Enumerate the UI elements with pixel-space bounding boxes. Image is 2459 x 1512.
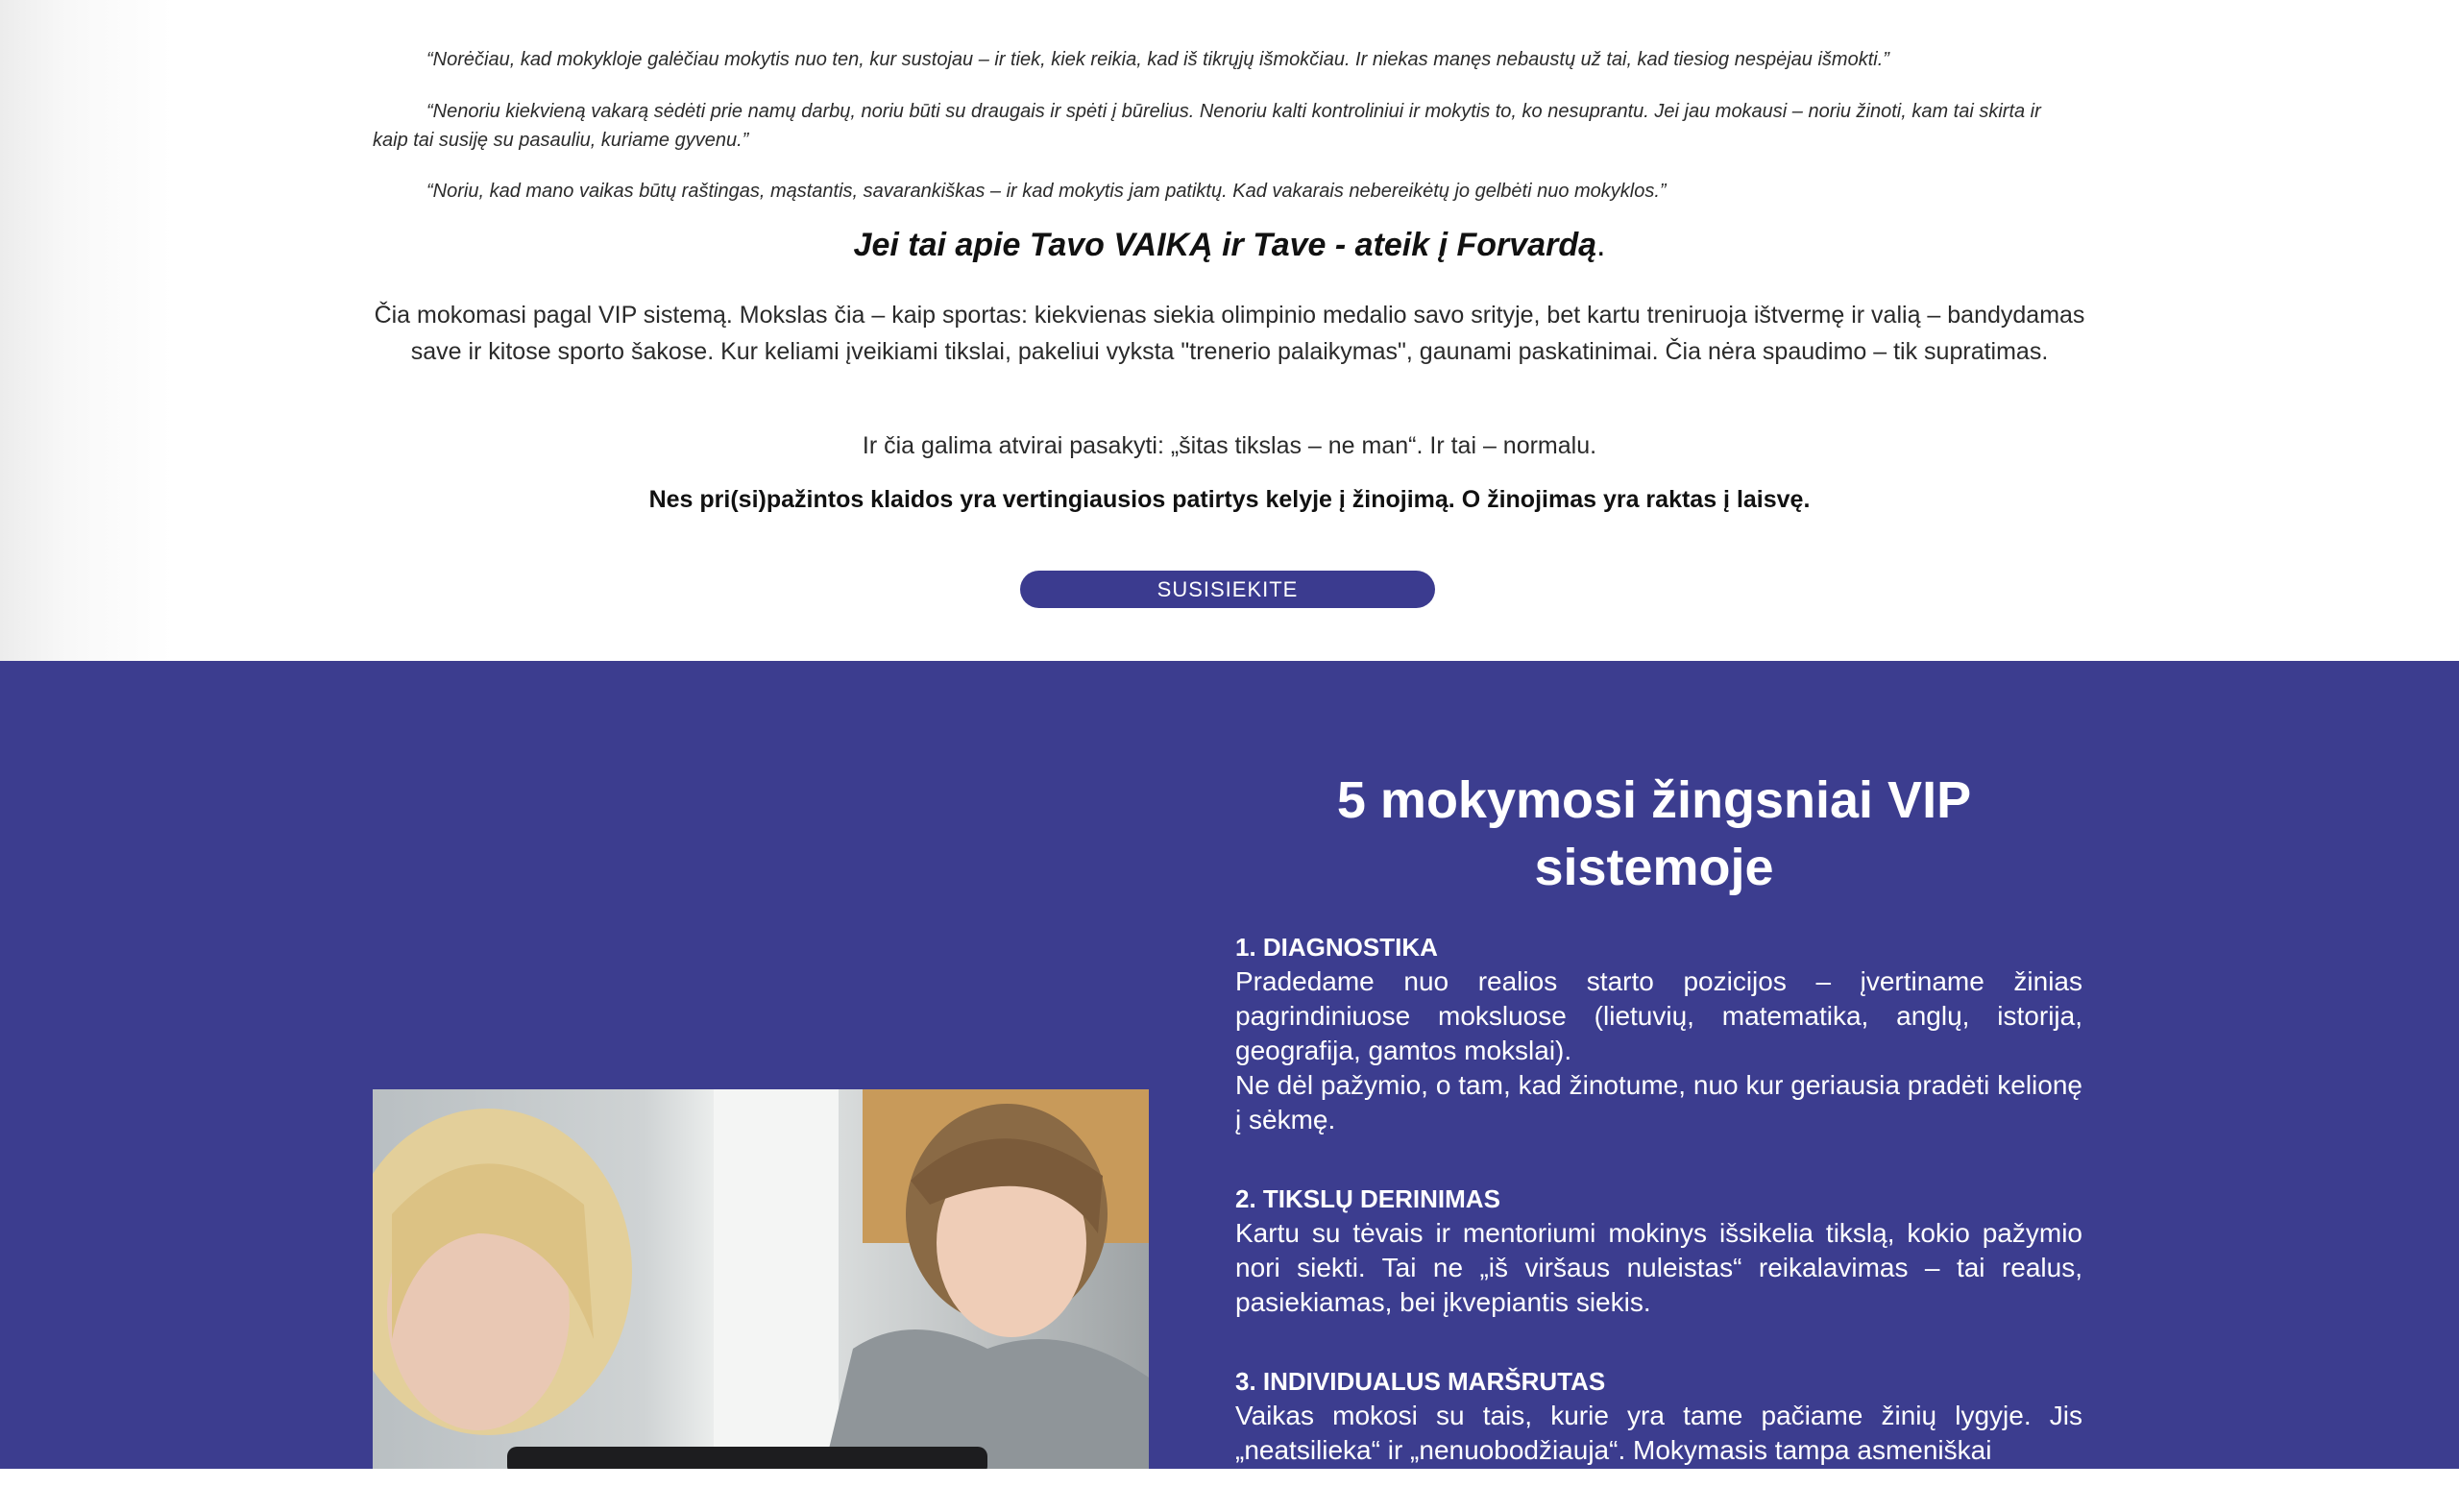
step-text: Vaikas mokosi su tais, kurie yra tame pačiame žinių lygyje. Jis „neatsilieka“ ir „nenuobodžiauja“. Mokymasis tampa asmeniškai: [1235, 1401, 2082, 1465]
step-goal-setting: [1235, 1182, 2082, 1320]
step-text: Ne dėl pažymio, o tam, kad žinotume, nuo kur geriausia pradėti kelionę į sėkmę.: [1235, 1070, 2082, 1134]
step-heading: 3. INDIVIDUALUS MARŠRUTAS: [1235, 1367, 1606, 1396]
quote-parent: “Noriu, kad mano vaikas būtų raštingas, mąstantis, savarankiškas – ir kad mokytis jam patiktų. Kad vakarais nebereikėtų jo gelbėti nuo mokyklos.”: [426, 181, 1667, 202]
key-message: Nes pri(si)pažintos klaidos yra vertingiausios patirtys kelyje į žinojimą. O žinojimas yra raktas į laisvę.: [648, 486, 1811, 513]
mother-son-laptop-photo: [373, 1089, 1149, 1469]
quote-student-1: “Norėčiau, kad mokykloje galėčiau mokytis nuo ten, kur sustojau – ir tiek, kiek reikia, kad iš tikrųjų išmokčiau. Ir niekas manęs nebaustų už tai, kad tiesiog nespėjau išmokti.”: [426, 49, 1889, 70]
normal-paragraph: Ir čia galima atvirai pasakyti: „šitas tikslas – ne man“. Ir tai – normalu.: [862, 432, 1597, 459]
step-individual-route: [1235, 1364, 2082, 1468]
contact-button[interactable]: SUSISIEKITE: [1020, 571, 1435, 608]
step-text: Kartu su tėvais ir mentoriumi mokinys išsikelia tikslą, kokio pažymio nori siekti. Tai ne „iš viršaus nuleistas“ reikalavimas – tai realus, pasiekiamas, bei įkvepiantis siekis.: [1235, 1218, 2082, 1317]
steps-title: 5 mokymosi žingsniai VIP sistemoje: [1336, 771, 1972, 896]
steps-list: [1235, 930, 2082, 1512]
step-heading: 2. TIKSLŲ DERINIMAS: [1235, 1184, 1500, 1213]
headline-text: Jei tai apie Tavo VAIKĄ ir Tave - ateik į Forvardą: [853, 227, 1596, 263]
steps-section: [0, 661, 2459, 1469]
headline-dot: .: [1596, 227, 1606, 263]
headline: [373, 227, 2086, 264]
photo-illustration: [373, 1089, 1149, 1469]
step-diagnostics: [1235, 930, 2082, 1137]
intro-section: [0, 0, 2459, 661]
vip-system-paragraph: Čia mokomasi pagal VIP sistemą. Mokslas čia – kaip sportas: kiekvienas siekia olimpinio medalio savo srityje, bet kartu treniruoja ištvermę ir valią – bandydamas save ir kitose sporto šakose. Kur keliami įveikiami tikslai, pakeliui vyksta "trenerio palaikymas", gaunami paskatinimai. Čia nėra spaudimo – tik supratimas.: [374, 302, 2085, 365]
quote-student-2: “Nenoriu kiekvieną vakarą sėdėti prie namų darbų, noriu būti su draugais ir spėti į būrelius. Nenoriu kalti kontroliniui ir mokytis to, ko nesuprantu. Jei jau mokausi – noriu žinoti, kam tai skirta ir kaip tai susiję su pasauliu, kuriame gyvenu.”: [373, 101, 2041, 151]
step-text: Pradedame nuo realios starto pozicijos – įvertiname žinias pagrindiniuose moksluose (lietuvių, matematika, anglų, istorija, geografija, gamtos mokslai).: [1235, 966, 2082, 1065]
step-heading: 1. DIAGNOSTIKA: [1235, 933, 1438, 962]
